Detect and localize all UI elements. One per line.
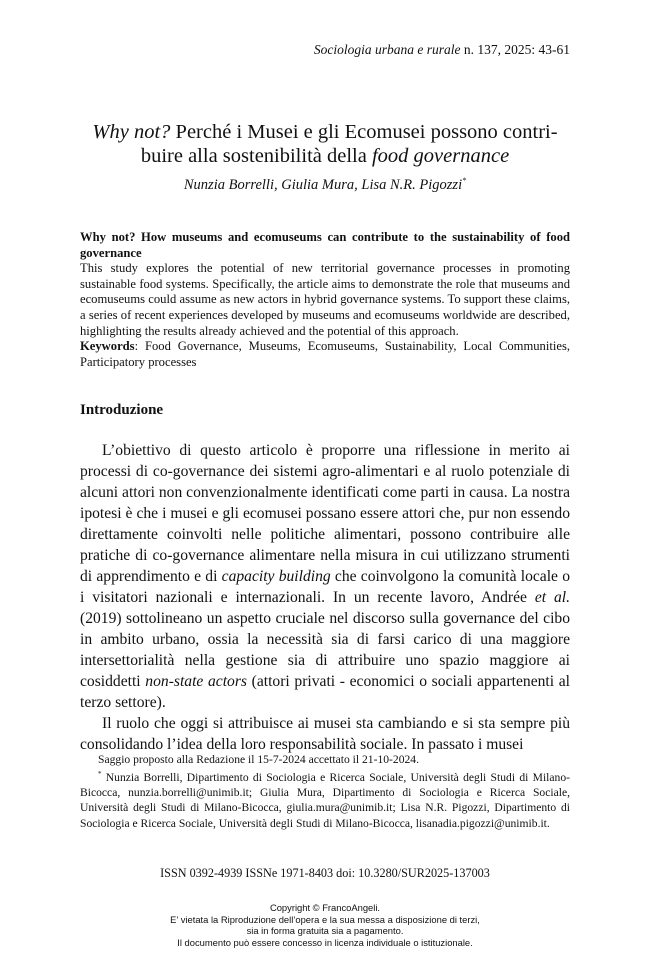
running-header [80, 42, 570, 58]
p1-italic-non-state-actors: non-state actors [145, 673, 247, 690]
section-heading: Introduzione [80, 402, 164, 418]
p1-italic-capacity-building: capacity building [221, 568, 331, 585]
abstract [80, 230, 570, 370]
paragraph-2: Il ruolo che oggi si attribuisce ai musei sta cambiando e si sta sempre più consolidando l’idea della loro responsabilità sociale. In passato i musei [80, 715, 570, 753]
title-text-a: Perché i Musei e gli Ecomusei possono contri- [170, 121, 558, 143]
keywords-label: Keywords [80, 339, 135, 354]
keywords-line [80, 339, 570, 370]
title-italic-tail: food governance [371, 145, 510, 167]
copyright-line-3: sia in forma gratuita sia a pagamento. [246, 925, 404, 937]
p1-text-c: (2019) sottolineano un aspetto cruciale nel discorso sulla governance del cibo in ambito urbano, ossia la necessità sia di farsi carico di una maggiore intersettorialità nella gestione sia di attribuire uno spazio maggiore ai cosiddetti [80, 610, 570, 690]
author-names: Nunzia Borrelli, Giulia Mura, Lisa N.R. Pigozzi [183, 176, 463, 193]
keywords-list: : Food Governance, Museums, Ecomuseums, Sustainability, Local Communities, Participatory processes [80, 339, 570, 369]
title-italic-lead: Why not? [92, 121, 171, 143]
title-text-b: buire alla sostenibilità della [140, 145, 372, 167]
copyright-line-1: Copyright © FrancoAngeli. [269, 902, 381, 913]
copyright-notice [80, 902, 570, 948]
journal-name: Sociologia urbana e rurale [313, 42, 461, 57]
article-title [80, 120, 570, 168]
p1-text-d: (attori privati - economici o sociali appartenenti al terzo settore). [80, 673, 571, 711]
copyright-line-4: Il documento può essere concesso in licenza individuale o istituzionale. [177, 936, 473, 948]
author-footnote-mark: * [462, 176, 467, 185]
footnote-mark: * [98, 770, 102, 779]
issn-doi-line: ISSN 0392-4939 ISSNe 1971-8403 doi: 10.3280/SUR2025-137003 [160, 866, 490, 880]
abstract-title: Why not? How museums and ecomuseums can contribute to the sustainability of food governance [80, 230, 570, 260]
footnote-received: Saggio proposto alla Redazione il 15-7-2024 accettato il 21-10-2024. [98, 753, 420, 766]
footnote-affiliations-text: Nunzia Borrelli, Dipartimento di Sociologia e Ricerca Sociale, Università degli Studi di Milano-Bicocca, nunzia.borrelli@unimib.it; Giulia Mura, Dipartimento di Sociologia e Ricerca Sociale, Università degli Studi di Milano-Bicocca, giulia.mura@unimib.it; Lisa N.R. Pigozzi, Dipartimento di Sociologia e Ricerca Sociale, Università degli Studi di Milano-Bicocca, lisanadia.pigozzi@unimib.it. [80, 771, 570, 830]
footnote-affiliations [80, 767, 570, 831]
body-text [80, 440, 570, 755]
copyright-line-2: E’ vietata la Riproduzione dell’opera e la sua messa a disposizione di terzi, [170, 913, 480, 925]
p1-text-b: che coinvolgono la comunità locale o i visitatori nazionali e internazionali. In un recente lavoro, Andrée [80, 568, 571, 606]
paragraph-1 [80, 440, 570, 713]
p1-text-a: L’obiettivo di questo articolo è proporre una riflessione in merito ai processi di co-governance dei sistemi agro-alimentari e al ruolo potenziale di alcuni attori non convenzionalmente identificati come parti in causa. La nostra ipotesi è che i musei e gli ecomusei possano essere attori che, pur non essendo direttamente coinvolti nelle politiche alimentari, possono contribuire alle pratiche di co-governance alimentare nella misura in cui utilizzano strumenti di apprendimento e di [80, 442, 570, 585]
p1-italic-et-al: et al. [534, 589, 570, 606]
footnotes [80, 752, 570, 831]
journal-issue: n. 137, 2025: 43-61 [460, 42, 570, 57]
abstract-body: This study explores the potential of new territorial governance processes in promoting sustainable food systems. Specifically, the article aims to demonstrate the role that museums and ecomuseums could assume as new actors in hybrid governance systems. To support these claims, a series of recent experiences developed by museums and ecomuseums worldwide are described, highlighting the results already achieved and the potential of this approach. [80, 261, 570, 338]
author-list [80, 176, 570, 194]
